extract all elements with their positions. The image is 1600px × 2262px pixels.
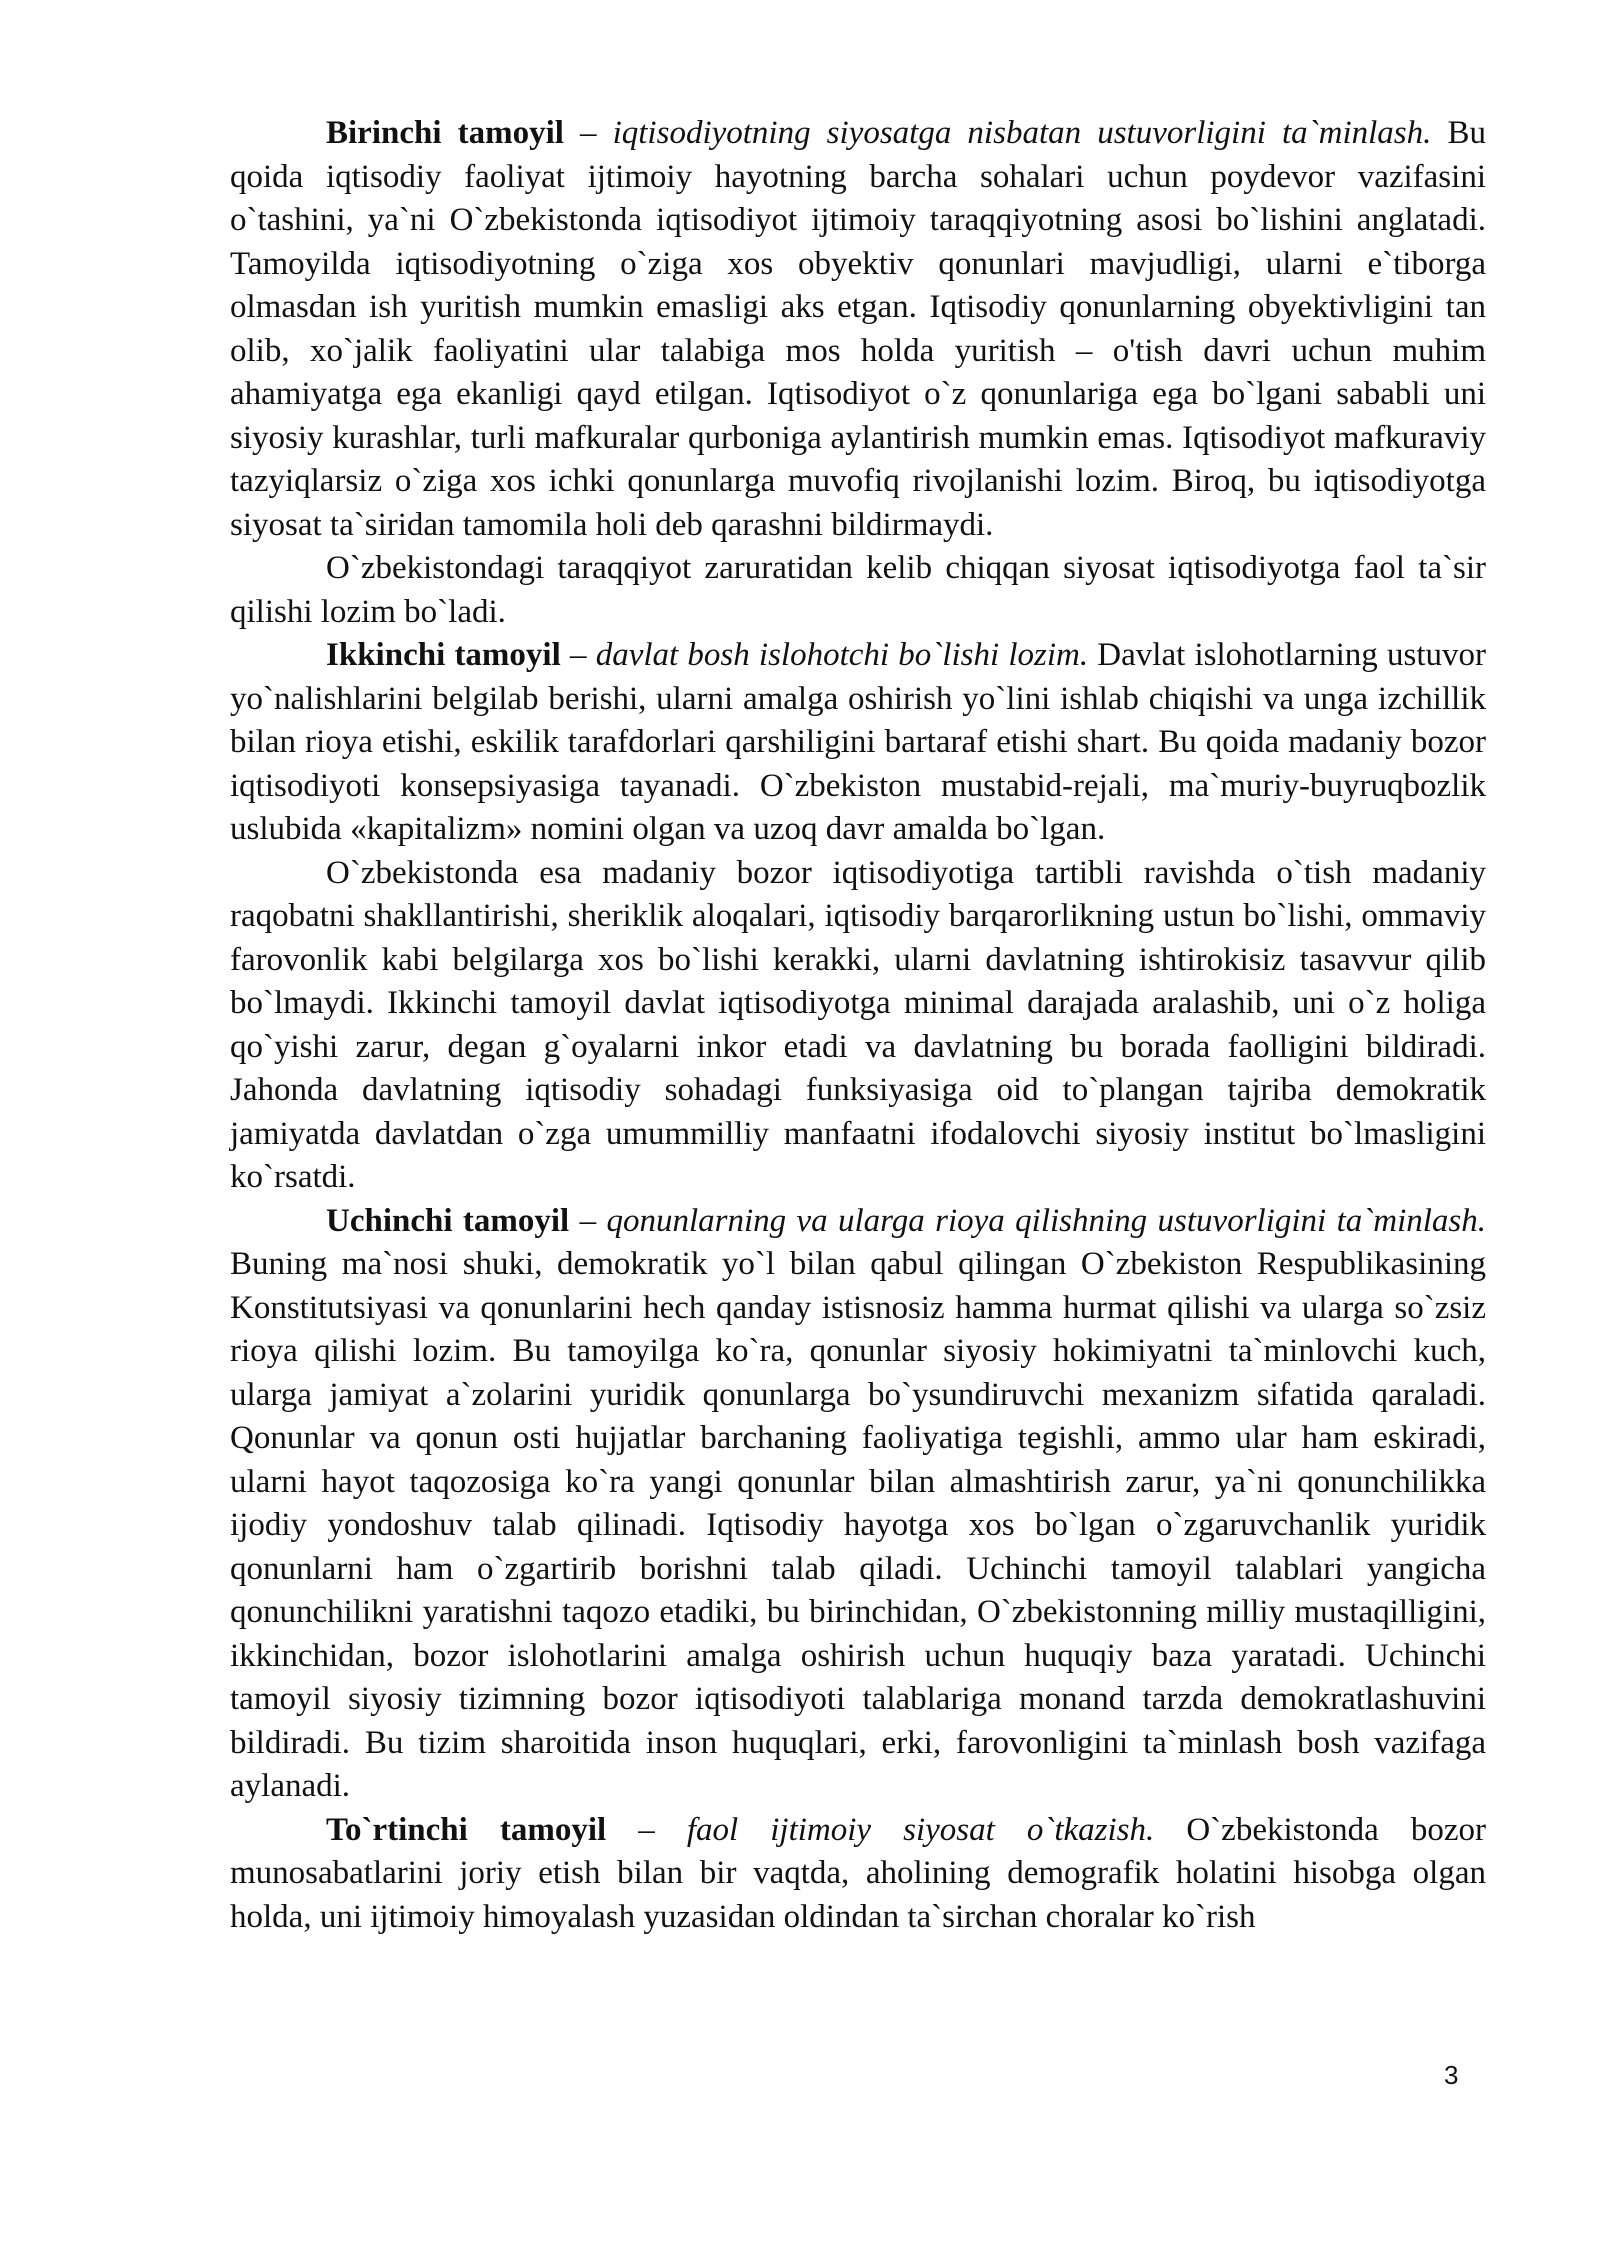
paragraph-principle-1 (230, 112, 1486, 547)
principle-4-text: O`zbekistonda bozor munosabatlarini joriy etish bilan bir vaqtda, aholining demografik holatini hisobga olgan holda, uni ijtimoiy himoyalash yuzasidan oldindan ta`sirchan choralar ko`rish (230, 1811, 1486, 1935)
principle-3-statement: qonunlarning va ularga rioya qilishning ustuvorligini ta`minlash. (606, 1202, 1486, 1239)
principle-3-text: Buning ma`nosi shuki, demokratik yo`l bilan qabul qilingan O`zbekiston Respublikasining Konstitutsiyasi va qonunlarini hech qanday istisnosiz hamma hurmat qilishi va ularga so`zsiz rioya qilishi lozim. Bu tamoyilga ko`ra, qonunlar siyosiy hokimiyatni ta`minlovchi kuch, ularga jamiyat a`zolarini yuridik qonunlarga bo`ysundiruvchi mexanizm sifatida qaraladi. Qonunlar va qonun osti hujjatlar barchaning faoliyatiga tegishli, ammo ular ham eskiradi, ularni hayot taqozosiga ko`ra yangi qonunlar bilan almashtirish zarur, ya`ni qonunchilikka ijodiy yondoshuv talab qilinadi. Iqtisodiy hayotga xos bo`lgan o`zgaruvchanlik yuridik qonunlarni ham o`zgartirib borishni talab qiladi. Uchinchi tamoyil talablari yangicha qonunchilikni yaratishni taqozo etadiki, bu birinchidan, O`zbekistonning milliy mustaqilligini, ikkinchidan, bozor islohotlarini amalga oshirish uchun huquqiy baza yaratadi. Uchinchi tamoyil siyosiy tizimning bozor iqtisodiyoti talablariga monand tarzda demokratlashuvini bildiradi. Bu tizim sharoitida inson huquqlari, erki, farovonligini ta`minlash bosh vazifaga aylanadi. (230, 1246, 1486, 1804)
principle-2-statement: davlat bosh islohotchi bo`lishi lozim. (595, 637, 1089, 673)
principle-4-statement: faol ijtimoiy siyosat o`tkazish. (686, 1811, 1155, 1848)
principle-3-dash: – (569, 1202, 607, 1239)
paragraph-principle-2 (230, 634, 1486, 852)
document-body (230, 112, 1486, 1939)
principle-1-continued-text: O`zbekistondagi taraqqiyot zaruratidan kelib chiqqan siyosat iqtisodiyotga faol ta`sir qilishi lozim bo`ladi. (230, 550, 1486, 630)
paragraph-principle-1-continued (230, 547, 1486, 634)
principle-1-statement: iqtisodiyotning siyosatga nisbatan ustuvorligini ta`minlash. (612, 115, 1432, 151)
principle-3-heading: Uchinchi tamoyil (326, 1202, 570, 1239)
principle-1-dash: – (563, 115, 613, 151)
principle-2-dash: – (560, 637, 596, 673)
principle-2-text: Davlat islohotlarning ustuvor yo`nalishlarini belgilab berishi, ularni amalga oshirish yo`lini ishlab chiqishi va unga izchillik bilan rioya etishi, eskilik tarafdorlari qarshiligini bartaraf etishi shart. Bu qoida madaniy bozor iqtisodiyoti konsepsiyasiga tayanadi. O`zbekiston mustabid-rejali, ma`muriy-buyruqbozlik uslubida «kapitalizm» nomini olgan va uzoq davr amalda bo`lgan. (230, 637, 1486, 847)
principle-2-continued-text: O`zbekistonda esa madaniy bozor iqtisodiyotiga tartibli ravishda o`tish madaniy raqobatni shakllantirishi, sheriklik aloqalari, iqtisodiy barqarorlikning ustun bo`lishi, ommaviy farovonlik kabi belgilarga xos bo`lishi kerakki, ularni davlatning ishtirokisiz tasavvur qilib bo`lmaydi. Ikkinchi tamoyil davlat iqtisodiyotga minimal darajada aralashib, uni o`z holiga qo`yishi zarur, degan g`oyalarni inkor etadi va davlatning bu borada faolligini bildiradi. Jahonda davlatning iqtisodiy sohadagi funksiyasiga oid to`plangan tajriba demokratik jamiyatda davlatdan o`zga umummilliy manfaatni ifodalovchi siyosiy institut bo`lmasligini ko`rsatdi. (230, 854, 1486, 1195)
paragraph-principle-2-continued (230, 852, 1486, 1200)
principle-1-text: Bu qoida iqtisodiy faoliyat ijtimoiy hayotning barcha sohalari uchun poydevor vazifasini o`tashini, ya`ni O`zbekistonda iqtisodiyot ijtimoiy taraqqiyotning asosi bo`lishini anglatadi. Tamoyilda iqtisodiyotning o`ziga xos obyektiv qonunlari mavjudligi, ularni e`tiborga olmasdan ish yuritish mumkin emasligi aks etgan. Iqtisodiy qonunlarning obyektivligini tan olib, xo`jalik faoliyatini ular talabiga mos holda yuritish – o'tish davri uchun muhim ahamiyatga ega ekanligi qayd etilgan. Iqtisodiyot o`z qonunlariga ega bo`lgani sababli uni siyosiy kurashlar, turli mafkuralar qurboniga aylantirish mumkin emas. Iqtisodiyot mafkuraviy tazyiqlarsiz o`ziga xos ichki qonunlarga muvofiq rivojlanishi lozim. Biroq, bu iqtisodiyotga siyosat ta`siridan tamomila holi deb qarashni bildirmaydi. (230, 115, 1486, 543)
principle-4-dash: – (606, 1811, 687, 1848)
page-number: 3 (1444, 2060, 1459, 2090)
paragraph-principle-3 (230, 1200, 1486, 1809)
principle-2-heading: Ikkinchi tamoyil (326, 637, 561, 673)
paragraph-principle-4 (230, 1809, 1486, 1940)
principle-4-heading: To`rtinchi tamoyil (326, 1811, 607, 1848)
principle-1-heading: Birinchi tamoyil (326, 115, 564, 151)
